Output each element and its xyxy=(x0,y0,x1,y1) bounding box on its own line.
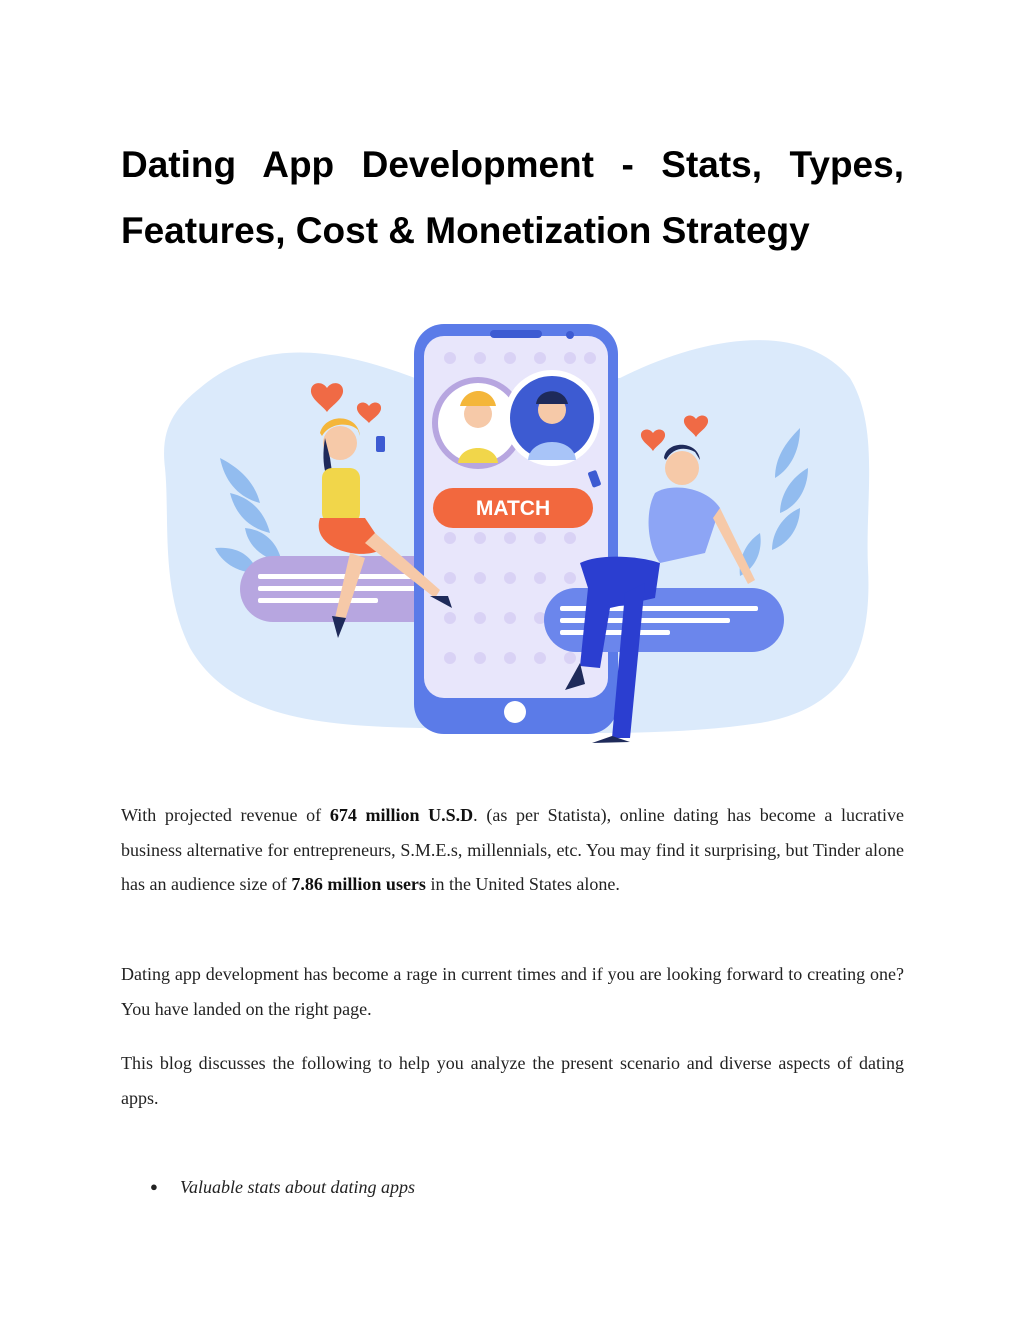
avatar-man xyxy=(504,370,600,466)
chat-bubble-right xyxy=(544,588,784,652)
bullet-icon: ● xyxy=(150,1179,158,1194)
intro-paragraph xyxy=(121,798,904,902)
dating-app-illustration xyxy=(160,318,872,748)
paragraph-3: This blog discusses the following to help you analyze the present scenario and diverse aspects of dating apps. xyxy=(121,1053,904,1108)
list-item-text: Valuable stats about dating apps xyxy=(180,1177,416,1197)
list-item xyxy=(121,1170,904,1204)
match-button-label: MATCH xyxy=(475,497,551,520)
intro-text-3: in the United States alone. xyxy=(425,874,620,894)
intro-text-2: . (as per Statista), online dating has become a lucrative business alternative for entrepreneurs, S.M.E.s, millennials, etc. You may find it surprising, but Tinder alone has an audience size of xyxy=(121,805,904,894)
topics-list xyxy=(121,1170,904,1204)
revenue-figure: 674 million U.S.D xyxy=(329,805,474,825)
page-title: Dating App Development - Stats, Types, Features, Cost & Monetization Strategy xyxy=(121,144,904,251)
tinder-users-figure: 7.86 million users xyxy=(291,874,426,894)
phone-icon xyxy=(414,324,618,734)
paragraph-2: Dating app development has become a rage in current times and if you are looking forward to creating one? You have landed on the right page. xyxy=(121,964,904,1019)
intro-text-1: With projected revenue of xyxy=(121,805,330,825)
